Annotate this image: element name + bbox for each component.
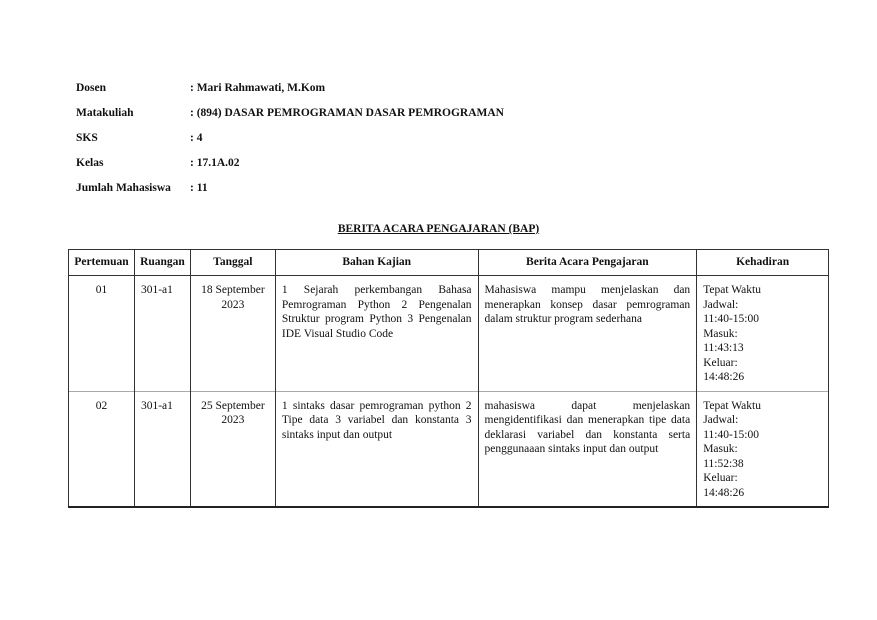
header-ruangan: Ruangan bbox=[134, 250, 190, 276]
bap-table bbox=[68, 249, 829, 508]
dosen-value: : Mari Rahmawati, M.Kom bbox=[190, 82, 326, 95]
table-row bbox=[69, 276, 829, 392]
header-berita-acara: Berita Acara Pengajaran bbox=[478, 250, 697, 276]
table-row bbox=[69, 391, 829, 507]
info-row-dosen bbox=[76, 76, 504, 101]
course-info bbox=[76, 76, 504, 200]
kehadiran-masuk-label: Masuk: bbox=[703, 327, 738, 340]
cell-kehadiran bbox=[697, 276, 829, 392]
kehadiran-jadwal: 11:40-15:00 bbox=[703, 428, 759, 441]
kehadiran-jadwal-label: Jadwal: bbox=[703, 414, 739, 426]
dosen-label: Dosen bbox=[76, 82, 107, 95]
kehadiran-jadwal: 11:40-15:00 bbox=[703, 313, 759, 325]
cell-bahan-kajian: 1 sintaks dasar pemrograman python 2 Tipe data 3 variabel dan konstanta 3 sintaks input dan output bbox=[275, 391, 478, 507]
jumlah-label: Jumlah Mahasiswa bbox=[76, 181, 171, 194]
cell-pertemuan: 02 bbox=[69, 391, 135, 507]
kehadiran-keluar: 14:48:26 bbox=[703, 486, 745, 499]
matakuliah-label: Matakuliah bbox=[76, 107, 134, 120]
header-kehadiran: Kehadiran bbox=[697, 250, 829, 276]
kehadiran-status: Tepat Waktu bbox=[703, 399, 761, 412]
cell-berita-acara: Mahasiswa mampu menjelaskan dan menerapkan konsep dasar pemrograman dalam struktur program sederhana bbox=[478, 276, 697, 392]
kehadiran-masuk-label: Masuk: bbox=[703, 443, 738, 455]
kehadiran-masuk: 11:52:38 bbox=[703, 457, 744, 470]
header-bahan-kajian: Bahan Kajian bbox=[275, 250, 478, 276]
info-row-jumlah bbox=[76, 175, 504, 200]
kelas-label: Kelas bbox=[76, 156, 104, 169]
cell-ruangan: 301-a1 bbox=[134, 276, 190, 392]
sks-label: SKS bbox=[76, 131, 98, 144]
kehadiran-status: Tepat Waktu bbox=[703, 284, 761, 296]
header-tanggal: Tanggal bbox=[190, 250, 275, 276]
kelas-value: : 17.1A.02 bbox=[190, 156, 240, 169]
kehadiran-jadwal-label: Jadwal: bbox=[703, 298, 739, 311]
matakuliah-value: : (894) DASAR PEMROGRAMAN DASAR PEMROGRAMAN bbox=[190, 107, 504, 120]
sks-value: : 4 bbox=[190, 131, 203, 144]
info-row-sks bbox=[76, 126, 504, 151]
header-pertemuan: Pertemuan bbox=[69, 250, 135, 276]
info-row-kelas bbox=[76, 150, 504, 175]
cell-kehadiran bbox=[697, 391, 829, 507]
document-title: BERITA ACARA PENGAJARAN (BAP) bbox=[337, 223, 540, 235]
kehadiran-keluar: 14:48:26 bbox=[703, 371, 745, 383]
kehadiran-masuk: 11:43:13 bbox=[703, 342, 744, 354]
jumlah-value: : 11 bbox=[190, 181, 208, 194]
cell-pertemuan: 01 bbox=[69, 276, 135, 392]
table-header-row bbox=[69, 250, 829, 276]
cell-tanggal: 18 September 2023 bbox=[190, 276, 275, 392]
cell-ruangan: 301-a1 bbox=[134, 391, 190, 507]
kehadiran-keluar-label: Keluar: bbox=[703, 356, 738, 369]
cell-tanggal: 25 September 2023 bbox=[190, 391, 275, 507]
cell-bahan-kajian: 1 Sejarah perkembangan Bahasa Pemrograman Python 2 Pengenalan Struktur program Python 3 Pengenalan IDE Visual Studio Code bbox=[275, 276, 478, 392]
info-row-matakuliah bbox=[76, 101, 504, 126]
cell-berita-acara: mahasiswa dapat menjelaskan mengidentifikasi dan menerapkan tipe data deklarasi variabel dan konstanta serta penggunaaan sintaks input dan output bbox=[478, 391, 697, 507]
kehadiran-keluar-label: Keluar: bbox=[703, 472, 738, 484]
